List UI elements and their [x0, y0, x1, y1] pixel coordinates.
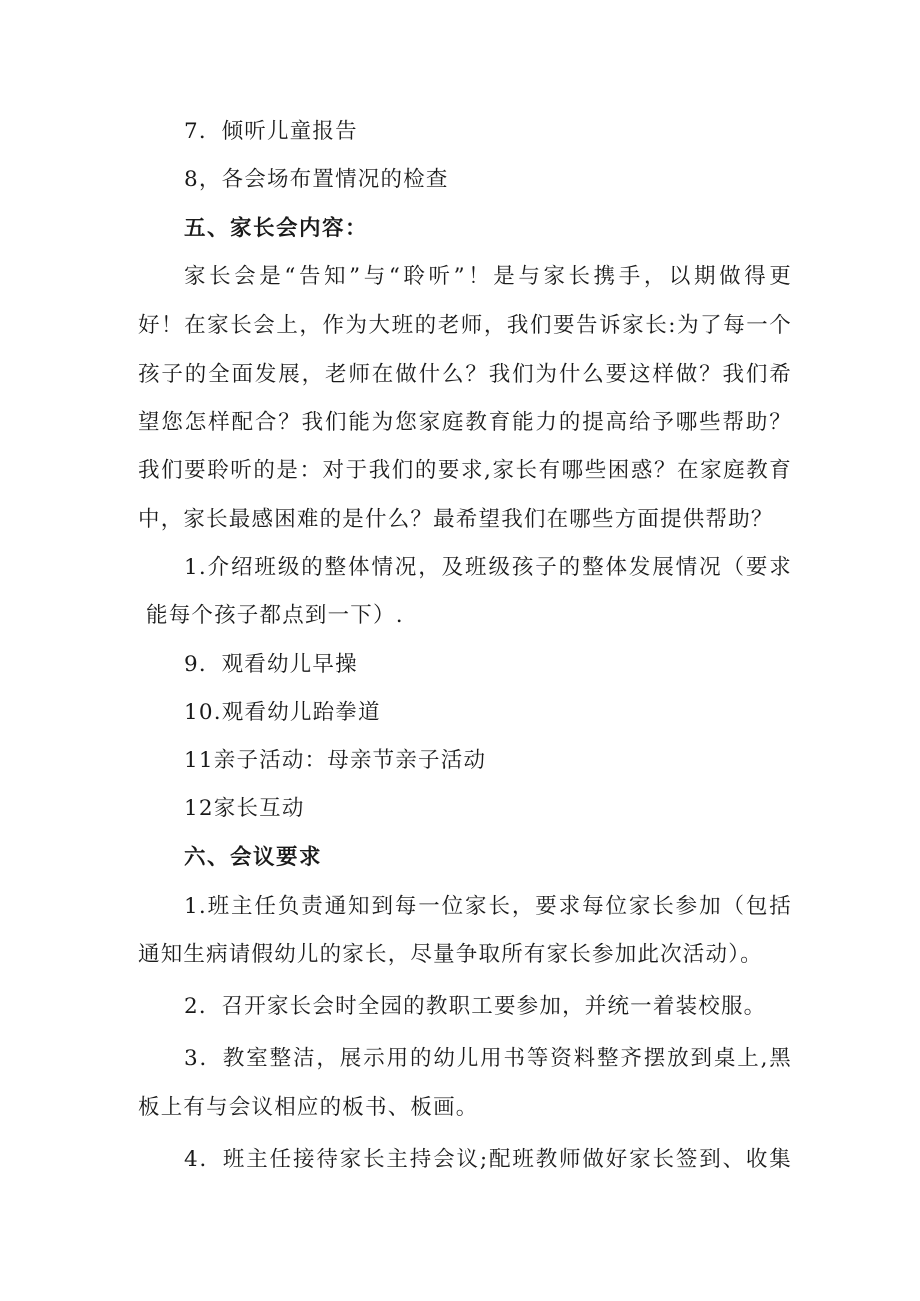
- list-item-12: 12家长互动: [184, 796, 305, 821]
- list-item-7: 7．倾听儿童报告: [184, 119, 358, 144]
- paragraph-line: 望您怎样配合？我们能为您家庭教育能力的提高给予哪些帮助？: [138, 410, 792, 435]
- requirement-3: 3．教室整洁，展示用的幼儿用书等资料整齐摆放到桌上,黑: [184, 1046, 792, 1071]
- requirement-2: 2．召开家长会时全园的教职工要参加，并统一着装校服。: [184, 994, 767, 1019]
- requirement-1-cont: 通知生病请假幼儿的家长，尽量争取所有家长参加此次活动）。: [138, 942, 763, 967]
- paragraph-line: 孩子的全面发展，老师在做什么？我们为什么要这样做？我们希: [138, 362, 792, 387]
- paragraph-line: 我们要聆听的是：对于我们的要求,家长有哪些困惑？在家庭教育: [138, 458, 792, 483]
- list-item-11: 11亲子活动：母亲节亲子活动: [184, 748, 487, 773]
- section-heading-5: 五、家长会内容：: [184, 216, 369, 241]
- list-item-10: 10.观看幼儿跆拳道: [184, 700, 381, 725]
- list-item-8: 8，各会场布置情况的检查: [184, 167, 449, 192]
- paragraph-line: 中，家长最感困难的是什么？最希望我们在哪些方面提供帮助？: [138, 507, 774, 532]
- list-item-9: 9．观看幼儿早操: [184, 652, 358, 677]
- paragraph-line: 好！在家长会上，作为大班的老师，我们要告诉家长:为了每一个: [138, 313, 792, 338]
- section-heading-6: 六、会议要求: [184, 845, 323, 870]
- paragraph-line: 家长会是“告知”与“聆听”！是与家长携手，以期做得更: [184, 264, 792, 289]
- requirement-3-cont: 板上有与会议相应的板书、板画。: [138, 1095, 479, 1120]
- list-item-1-cont: 能每个孩子都点到一下）.: [146, 603, 404, 628]
- requirement-4: 4．班主任接待家长主持会议;配班教师做好家长签到、收集: [184, 1147, 792, 1172]
- requirement-1: 1.班主任负责通知到每一位家长，要求每位家长参加（包括: [184, 894, 792, 919]
- list-item-1: 1.介绍班级的整体情况，及班级孩子的整体发展情况（要求: [184, 555, 792, 580]
